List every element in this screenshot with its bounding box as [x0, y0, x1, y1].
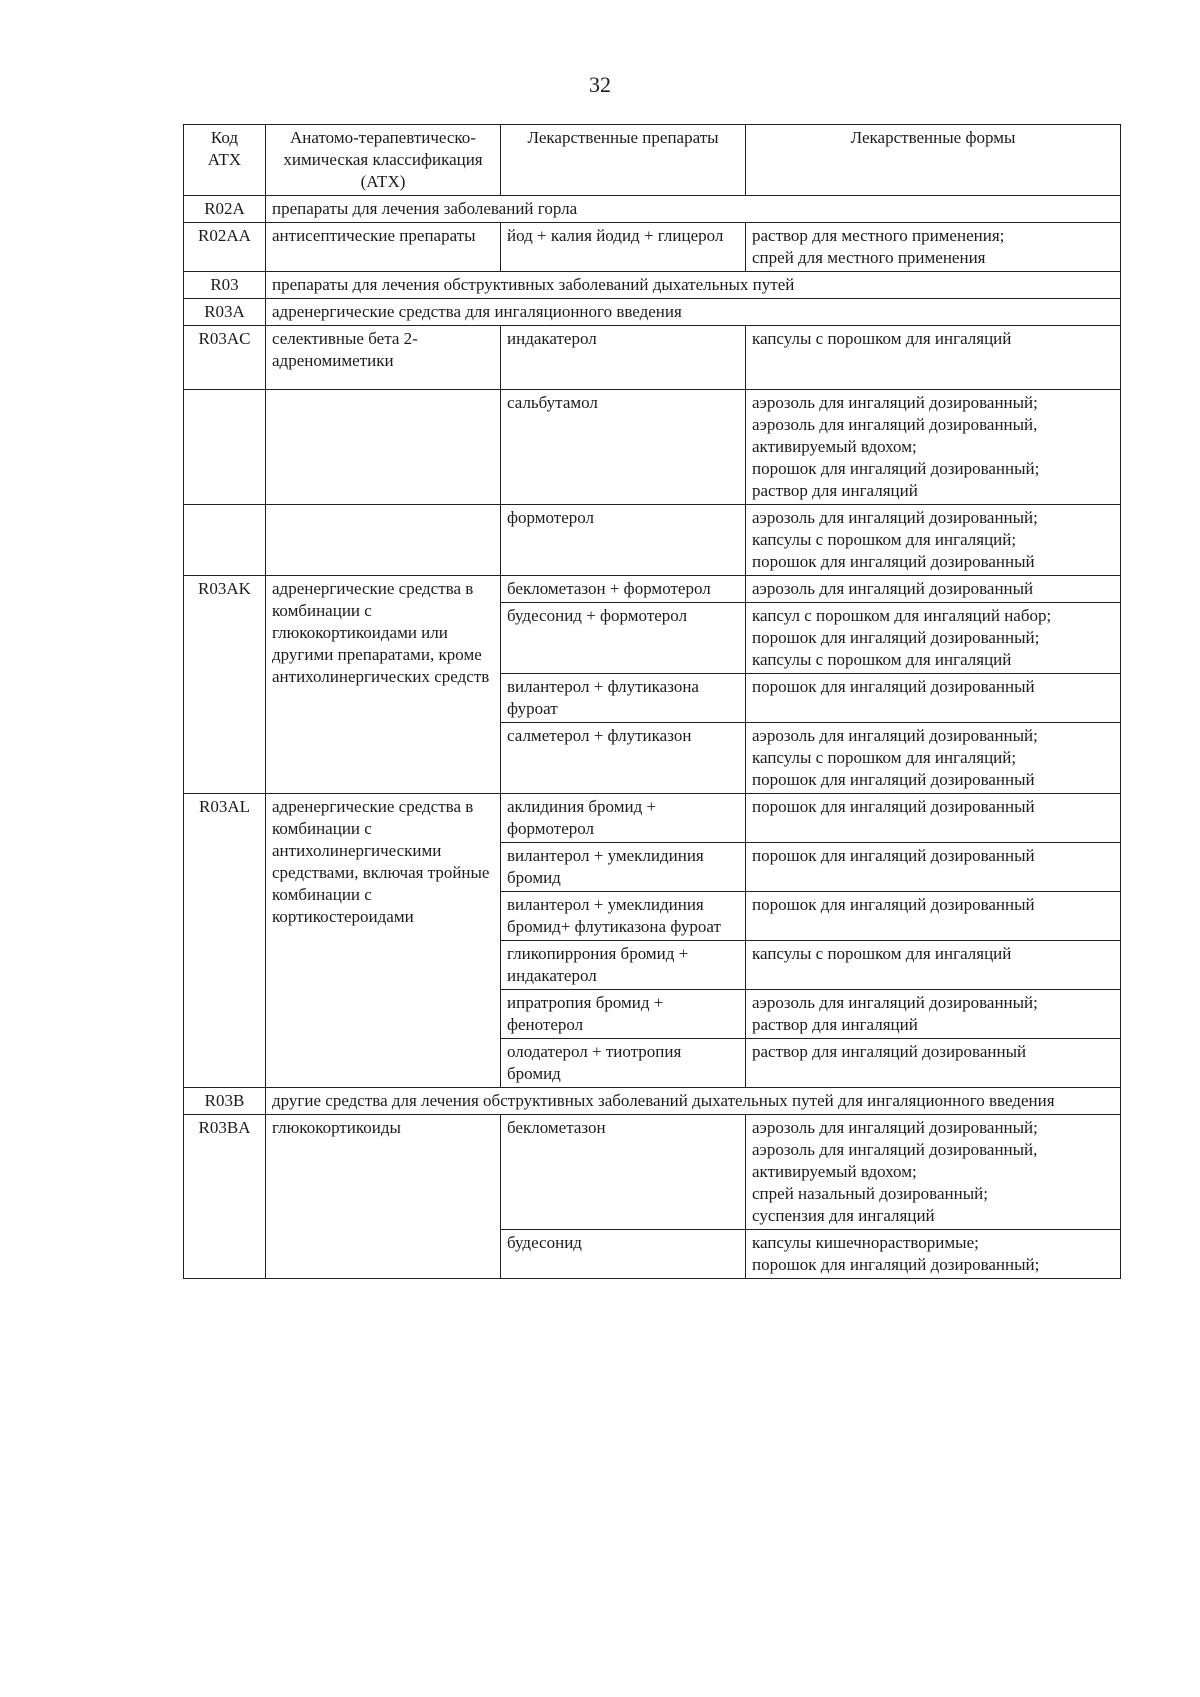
atx-code: R03BA [184, 1115, 266, 1279]
drug-name: вилантерол + умеклидиния бромид+ флутиказона фуроат [501, 892, 746, 941]
classification-cell: адренергические средства в комбинации с антихолинергическими средствами, включая тройные комбинации с кортикостероидами [266, 794, 501, 1088]
table-row [184, 196, 1121, 223]
header-drugs: Лекарственные препараты [501, 125, 746, 196]
group-description: другие средства для лечения обструктивных заболеваний дыхательных путей для ингаляционного введения [266, 1088, 1121, 1115]
atx-code: R02AA [184, 223, 266, 272]
drug-forms: порошок для ингаляций дозированный [746, 794, 1121, 843]
atx-code: R03 [184, 272, 266, 299]
drug-forms: капсулы кишечнорастворимые; порошок для ингаляций дозированный; [746, 1230, 1121, 1279]
table-row [184, 505, 1121, 576]
drug-name: ипратропия бромид + фенотерол [501, 990, 746, 1039]
drug-name: будесонид [501, 1230, 746, 1279]
table-row [184, 326, 1121, 390]
table-row [184, 390, 1121, 505]
drug-name: индакатерол [501, 326, 746, 390]
drug-forms: раствор для местного применения; спрей для местного применения [746, 223, 1121, 272]
drug-name: гликопиррония бромид + индакатерол [501, 941, 746, 990]
table-row [184, 794, 1121, 843]
drug-forms: капсул с порошком для ингаляций набор; порошок для ингаляций дозированный; капсулы с порошком для ингаляций [746, 603, 1121, 674]
header-forms: Лекарственные формы [746, 125, 1121, 196]
drug-forms: порошок для ингаляций дозированный [746, 843, 1121, 892]
empty-cell [184, 390, 266, 505]
drug-name: аклидиния бромид + формотерол [501, 794, 746, 843]
classification-cell: адренергические средства в комбинации с глюкокортикоидами или другими препаратами, кроме антихолинергических средств [266, 576, 501, 794]
atx-table [183, 124, 1121, 1279]
drug-forms: капсулы с порошком для ингаляций [746, 941, 1121, 990]
drug-name: беклометазон + формотерол [501, 576, 746, 603]
drug-name: вилантерол + флутиказона фуроат [501, 674, 746, 723]
table-row [184, 299, 1121, 326]
drug-name: олодатерол + тиотропия бромид [501, 1039, 746, 1088]
header-classification: Анатомо-терапевтическо-химическая классификация (АТХ) [266, 125, 501, 196]
atx-code: R03AC [184, 326, 266, 390]
drug-forms: аэрозоль для ингаляций дозированный; раствор для ингаляций [746, 990, 1121, 1039]
table-row [184, 1088, 1121, 1115]
atx-code: R03AK [184, 576, 266, 794]
page-number: 32 [589, 72, 611, 97]
drug-name: салметерол + флутиказон [501, 723, 746, 794]
drug-forms: аэрозоль для ингаляций дозированный; капсулы с порошком для ингаляций; порошок для ингаляций дозированный [746, 723, 1121, 794]
drug-name: сальбутамол [501, 390, 746, 505]
drug-name: будесонид + формотерол [501, 603, 746, 674]
group-description: препараты для лечения обструктивных заболеваний дыхательных путей [266, 272, 1121, 299]
group-description: адренергические средства для ингаляционного введения [266, 299, 1121, 326]
atx-code: R02A [184, 196, 266, 223]
table-row [184, 576, 1121, 603]
drug-forms: аэрозоль для ингаляций дозированный; аэрозоль для ингаляций дозированный, активируемый вдохом; порошок для ингаляций дозированный; раствор для ингаляций [746, 390, 1121, 505]
drug-forms: порошок для ингаляций дозированный [746, 674, 1121, 723]
group-description: препараты для лечения заболеваний горла [266, 196, 1121, 223]
table-row [184, 1115, 1121, 1230]
empty-cell [184, 505, 266, 576]
drug-forms: капсулы с порошком для ингаляций [746, 326, 1121, 390]
atx-code: R03A [184, 299, 266, 326]
drug-forms: аэрозоль для ингаляций дозированный; аэрозоль для ингаляций дозированный, активируемый вдохом; спрей назальный дозированный; суспензия для ингаляций [746, 1115, 1121, 1230]
classification-cell: селективные бета 2-адреномиметики [266, 326, 501, 390]
drug-name: формотерол [501, 505, 746, 576]
table-row [184, 223, 1121, 272]
empty-cell [266, 505, 501, 576]
drug-forms: аэрозоль для ингаляций дозированный; капсулы с порошком для ингаляций; порошок для ингаляций дозированный [746, 505, 1121, 576]
header-code: Код АТХ [184, 125, 266, 196]
drug-forms: порошок для ингаляций дозированный [746, 892, 1121, 941]
drug-forms: раствор для ингаляций дозированный [746, 1039, 1121, 1088]
atx-code: R03AL [184, 794, 266, 1088]
drug-name: йод + калия йодид + глицерол [501, 223, 746, 272]
drug-name: вилантерол + умеклидиния бромид [501, 843, 746, 892]
empty-cell [266, 390, 501, 505]
table-row [184, 272, 1121, 299]
table-header-row [184, 125, 1121, 196]
classification-cell: антисептические препараты [266, 223, 501, 272]
atx-code: R03B [184, 1088, 266, 1115]
drug-name: беклометазон [501, 1115, 746, 1230]
drug-forms: аэрозоль для ингаляций дозированный [746, 576, 1121, 603]
classification-cell: глюкокортикоиды [266, 1115, 501, 1279]
